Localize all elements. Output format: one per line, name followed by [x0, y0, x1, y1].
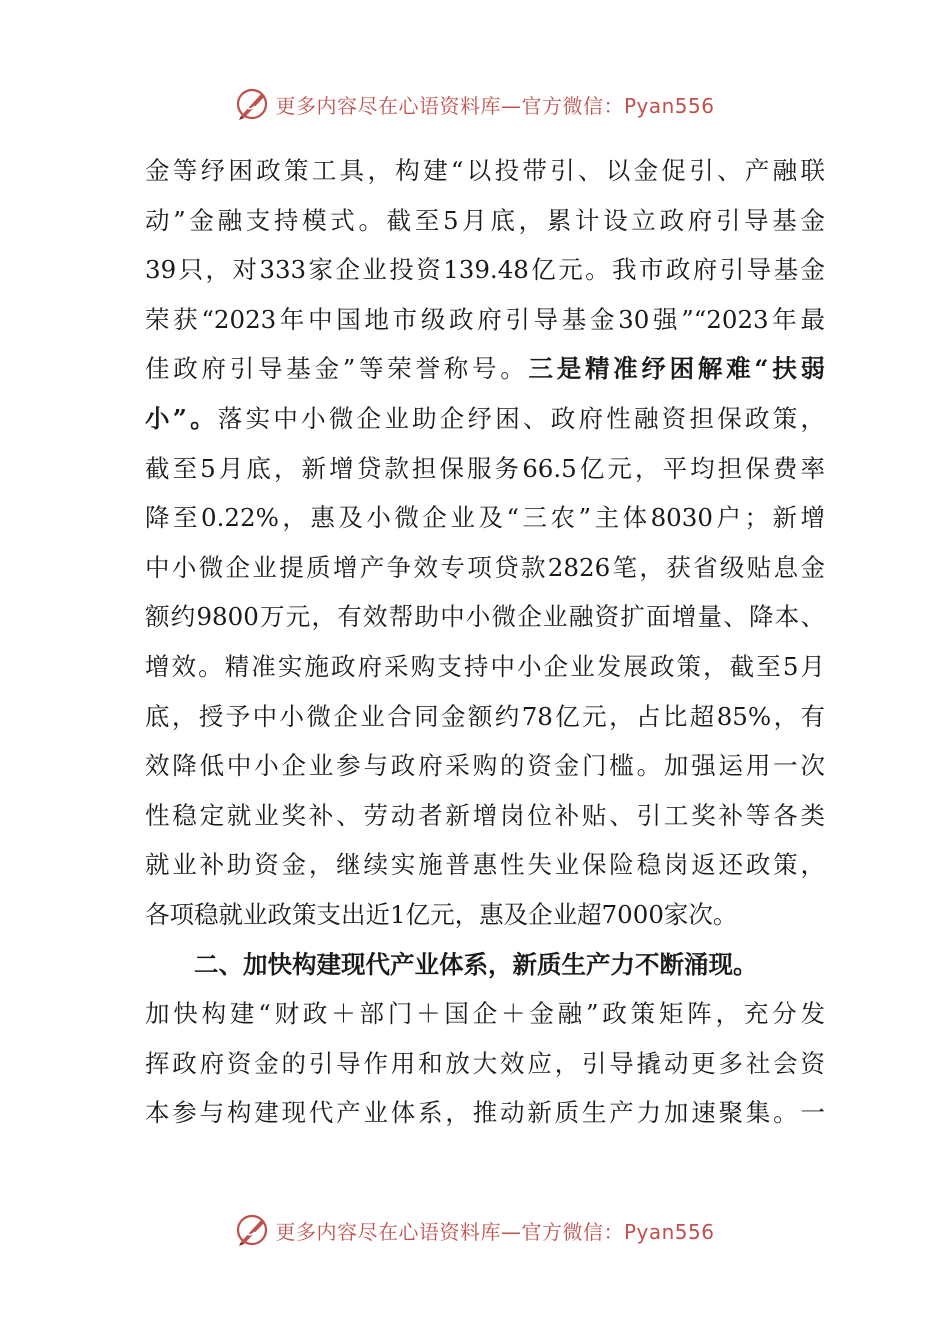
header-banner-text: 更多内容尽在心语资料库—官方微信：Pyan556	[275, 93, 715, 118]
body-line: 额约9800万元，有效帮助中小微企业融资扩面增量、降本、	[145, 602, 825, 632]
body-line: 各项稳就业政策支出近1亿元，惠及企业超7000家次。	[145, 899, 738, 929]
section-heading: 二、加快构建现代产业体系，新质生产力不断涌现。	[194, 949, 758, 979]
header-watermark-banner	[0, 84, 950, 124]
document-body	[145, 146, 825, 1138]
footer-banner-text: 更多内容尽在心语资料库—官方微信：Pyan556	[275, 1219, 715, 1244]
body-line: 降至0.22%，惠及小微企业及“三农”主体8030户；新增	[145, 503, 825, 533]
body-line: 39只，对333家企业投资139.48亿元。我市政府引导基金	[145, 255, 825, 285]
body-line: 金等纾困政策工具，构建“以投带引、以金促引、产融联	[145, 156, 825, 185]
pen-logo-icon	[235, 1213, 269, 1247]
body-line: 本参与构建现代产业体系，推动新质生产力加速聚集。一	[145, 1098, 825, 1128]
body-line: 加快构建“财政＋部门＋国企＋金融”政策矩阵，充分发	[145, 999, 825, 1029]
body-line: 就业补助资金，继续实施普惠性失业保险稳岗返还政策，	[145, 850, 825, 880]
body-text-segment: 佳政府引导基金”等荣誉称号。	[145, 354, 529, 384]
body-line: 荣获“2023年中国地市级政府引导基金30强”“2023年最	[145, 304, 825, 334]
bold-heading-segment: 小”。	[145, 403, 218, 433]
body-line: 效降低中小企业参与政府采购的资金门槛。加强运用一次	[145, 751, 825, 781]
body-line: 动”金融支持模式。截至5月底，累计设立政府引导基金	[145, 205, 825, 235]
bold-heading-segment: 三是精准纾困解难“扶弱	[528, 354, 825, 384]
pen-logo-icon	[235, 87, 269, 121]
body-line: 性稳定就业奖补、劳动者新增岗位补贴、引工奖补等各类	[145, 800, 825, 830]
body-line-mixed	[145, 394, 825, 444]
body-line: 截至5月底，新增贷款担保服务66.5亿元，平均担保费率	[145, 453, 825, 483]
body-line: 中小微企业提质增产争效专项贷款2826笔，获省级贴息金	[145, 552, 825, 582]
footer-watermark-banner	[0, 1210, 950, 1250]
body-line: 增效。精准实施政府采购支持中小企业发展政策，截至5月	[145, 651, 825, 681]
body-line: 挥政府资金的引导作用和放大效应，引导撬动更多社会资	[145, 1048, 825, 1078]
body-line: 底，授予中小微企业合同金额约78亿元，占比超85%，有	[145, 701, 825, 731]
body-text-segment: 落实中小微企业助企纾困、政府性融资担保政策，	[217, 403, 826, 433]
body-line-mixed	[145, 344, 825, 394]
